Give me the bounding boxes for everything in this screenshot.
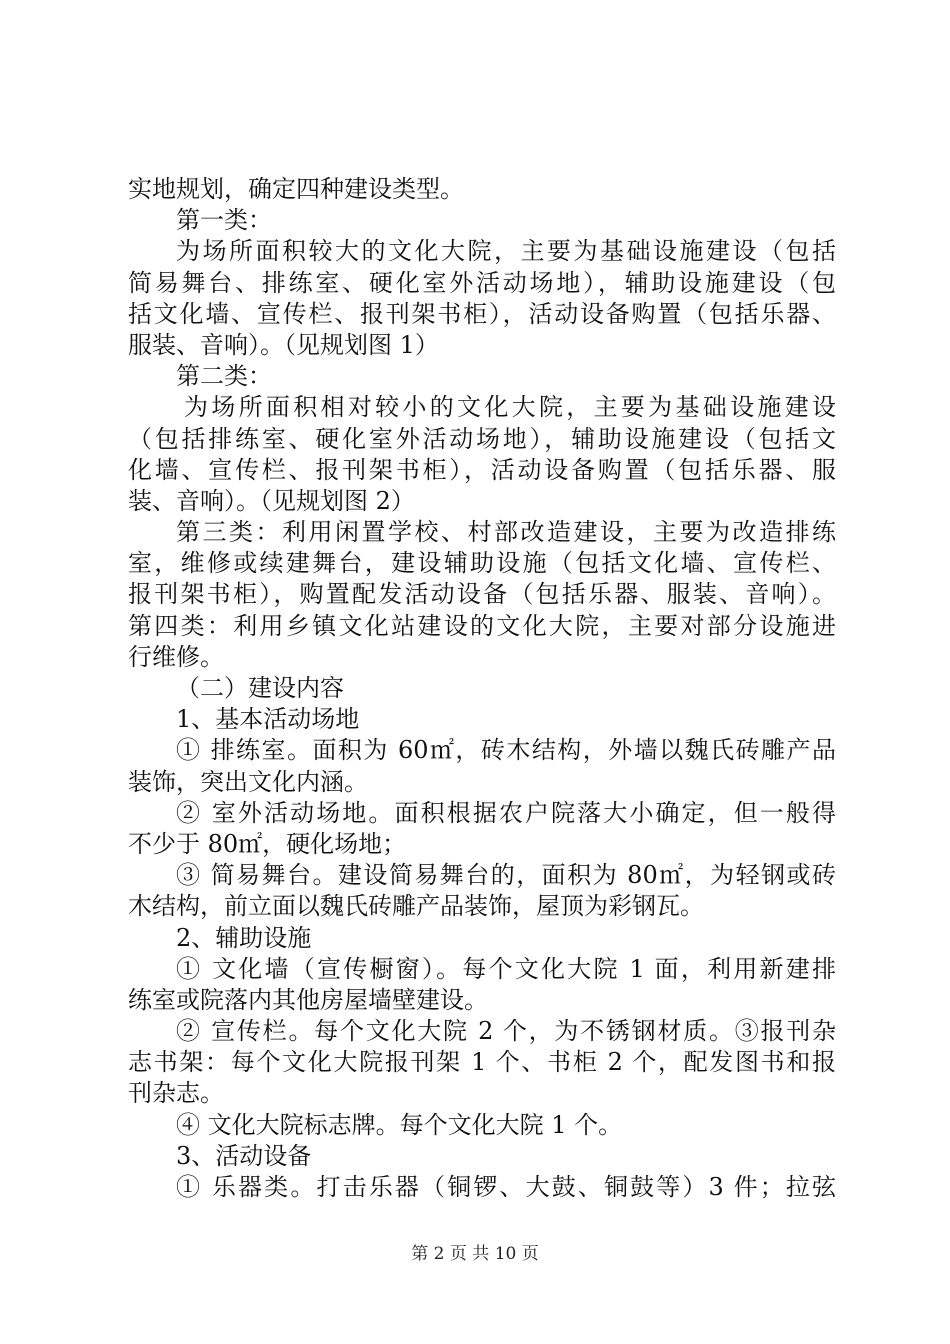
body-line: 化墙、宣传栏、报刊架书柜），活动设备购置（包括乐器、服: [128, 455, 836, 484]
body-line: 刊杂志。: [128, 1079, 224, 1108]
body-line: 报刊架书柜），购置配发活动设备（包括乐器、服装、音响）。: [128, 580, 836, 609]
body-line: （包括排练室、硬化室外活动场地），辅助设施建设（包括文: [128, 424, 836, 453]
body-line: ① 排练室。面积为 60㎡，砖木结构，外墙以魏氏砖雕产品: [176, 736, 836, 765]
body-line: 括文化墙、宣传栏、报刊架书柜），活动设备购置（包括乐器、: [128, 299, 836, 328]
body-line: 为场所面积较大的文化大院，主要为基础设施建设（包括: [176, 237, 836, 266]
body-line: ① 乐器类。打击乐器（铜锣、大鼓、铜鼓等）3 件；拉弦: [176, 1173, 836, 1201]
body-line: ④ 文化大院标志牌。每个文化大院 1 个。: [176, 1110, 623, 1139]
body-line: 服装、音响）。（见规划图 1）: [128, 330, 439, 359]
page-number-footer: 第 2 页 共 10 页: [411, 1244, 539, 1264]
body-line: ② 室外活动场地。面积根据农户院落大小确定，但一般得: [176, 798, 836, 827]
body-line: 不少于 80㎡，硬化场地；: [128, 829, 407, 858]
body-line: 简易舞台、排练室、硬化室外活动场地），辅助设施建设（包: [128, 268, 836, 297]
body-line: 木结构，前立面以魏氏砖雕产品装饰，屋顶为彩钢瓦。: [128, 892, 704, 921]
body-line: 第四类：利用乡镇文化站建设的文化大院，主要对部分设施进: [128, 611, 836, 640]
document-body: [128, 174, 836, 1203]
section-heading-construction-content: （二）建设内容: [176, 674, 344, 702]
subheading-activity-site: 1、基本活动场地: [176, 705, 360, 734]
body-line: 室，维修或续建舞台，建设辅助设施（包括文化墙、宣传栏、: [128, 549, 836, 578]
body-line: 装饰，突出文化内涵。: [128, 767, 368, 796]
body-line: 志书架：每个文化大院报刊架 1 个、书柜 2 个，配发图书和报: [128, 1048, 836, 1077]
subheading-activity-equipment: 3、活动设备: [176, 1141, 312, 1170]
subheading-auxiliary-facilities: 2、辅助设施: [176, 923, 312, 952]
body-line: 行维修。: [128, 642, 224, 671]
body-line: 实地规划，确定四种建设类型。: [128, 175, 464, 203]
section-heading-type-1: 第一类：: [176, 206, 272, 235]
section-heading-type-2: 第二类：: [176, 362, 272, 391]
body-line: ② 宣传栏。每个文化大院 2 个，为不锈钢材质。③报刊杂: [176, 1017, 836, 1046]
body-line: 装、音响）。（见规划图 2）: [128, 486, 415, 515]
body-line: ① 文化墙（宣传橱窗）。每个文化大院 1 面，利用新建排: [176, 954, 836, 983]
body-line: ③ 简易舞台。建设简易舞台的，面积为 80㎡，为轻钢或砖: [176, 861, 836, 890]
body-line: 为场所面积相对较小的文化大院，主要为基础设施建设: [184, 393, 836, 422]
body-line: 第三类：利用闲置学校、村部改造建设，主要为改造排练: [176, 518, 836, 547]
body-line: 练室或院落内其他房屋墙壁建设。: [128, 985, 488, 1014]
